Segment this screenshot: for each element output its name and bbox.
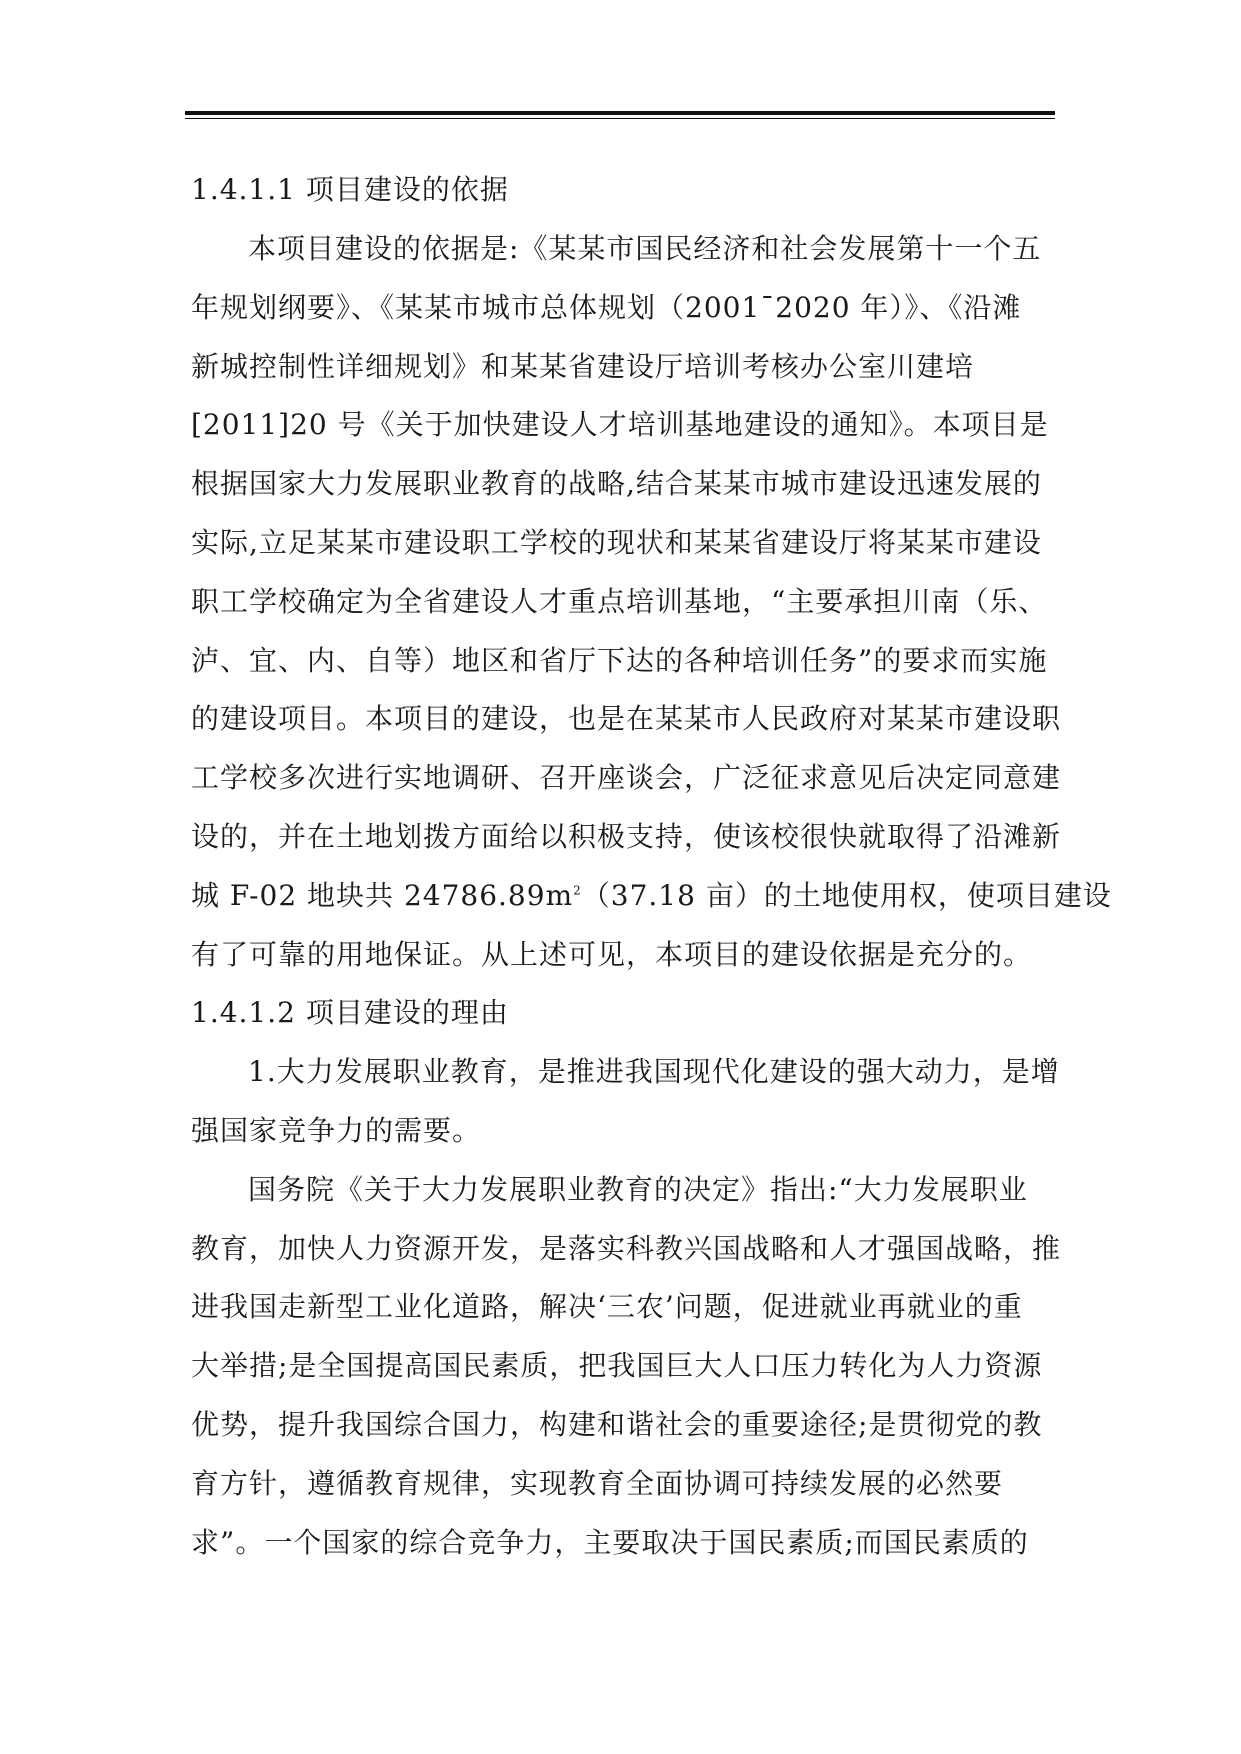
- paragraph-line: 设的，并在土地划拨方面给以积极支持，使该校很快就取得了沿滩新: [191, 820, 1062, 853]
- paragraph-line: 泸、宜、内、自等）地区和省厅下达的各种培训任务”的要求而实施: [191, 644, 1048, 677]
- paragraph-line: 优势，提升我国综合国力，构建和谐社会的重要途径;是贯彻党的教: [191, 1408, 1043, 1441]
- header-rule-thin: [185, 118, 1055, 119]
- paragraph-line: 育方针，遵循教育规律，实现教育全面协调可持续发展的必然要: [191, 1467, 1004, 1500]
- line-text-part: 城 F-02 地块共 24786.89m: [191, 879, 574, 912]
- paragraph-line: 实际,立足某某市建设职工学校的现状和某某省建设厅将某某市建设: [191, 526, 1042, 559]
- paragraph-line: 的建设项目。本项目的建设，也是在某某市人民政府对某某市建设职: [191, 702, 1062, 735]
- paragraph-line: [191, 878, 1112, 914]
- paragraph-line: 强国家竞争力的需要。: [191, 1114, 482, 1147]
- section-heading-1-4-1-2: 1.4.1.2 项目建设的理由: [191, 996, 509, 1029]
- section-heading-1-4-1-1: 1.4.1.1 项目建设的依据: [191, 173, 509, 206]
- header-rule-thick: [185, 111, 1055, 115]
- paragraph-line: 求”。一个国家的综合竞争力，主要取决于国民素质;而国民素质的: [191, 1526, 1029, 1559]
- paragraph-line: 本项目建设的依据是:《某某市国民经济和社会发展第十一个五: [248, 232, 1042, 265]
- superscript-2: 2: [573, 883, 582, 898]
- paragraph-line: 1.大力发展职业教育，是推进我国现代化建设的强大动力，是增: [248, 1055, 1060, 1088]
- paragraph-line: 根据国家大力发展职业教育的战略,结合某某市城市建设迅速发展的: [191, 467, 1042, 500]
- paragraph-line: 国务院《关于大力发展职业教育的决定》指出:“大力发展职业: [248, 1173, 1028, 1206]
- paragraph-line: 职工学校确定为全省建设人才重点培训基地，“主要承担川南（乐、: [191, 585, 1048, 618]
- paragraph-line: 教育，加快人力资源开发，是落实科教兴国战略和人才强国战略，推: [191, 1232, 1062, 1265]
- paragraph-line: 年规划纲要》、《某某市城市总体规划（2001¯2020 年）》、《沿滩: [191, 291, 1022, 324]
- paragraph-line: 工学校多次进行实地调研、召开座谈会，广泛征求意见后决定同意建: [191, 761, 1062, 794]
- paragraph-line: 新城控制性详细规划》和某某省建设厅培训考核办公室川建培: [191, 350, 975, 383]
- paragraph-line: 有了可靠的用地保证。从上述可见，本项目的建设依据是充分的。: [191, 938, 1033, 971]
- paragraph-line: 大举措;是全国提高国民素质，把我国巨大人口压力转化为人力资源: [191, 1349, 1043, 1382]
- paragraph-line: 进我国走新型工业化道路，解决‘三农’问题，促进就业再就业的重: [191, 1290, 1023, 1323]
- line-text-part: （37.18 亩）的土地使用权，使项目建设: [581, 879, 1112, 912]
- paragraph-line: [2011]20 号《关于加快建设人才培训基地建设的通知》。本项目是: [191, 408, 1049, 441]
